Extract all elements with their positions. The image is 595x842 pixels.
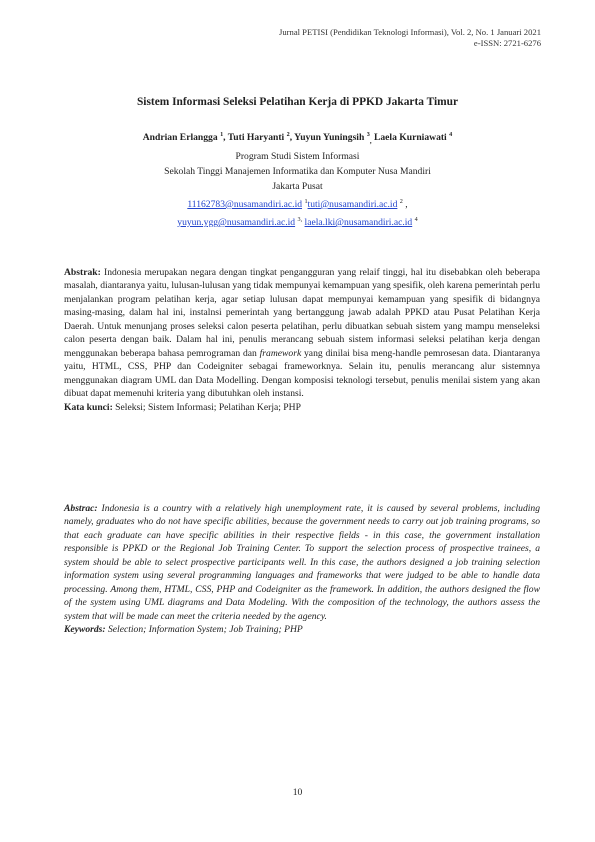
abstract-text: Indonesia merupakan negara dengan tingkat pengangguran yang relaif tinggi, hal itu disebabkan oleh beberapa masalah, diantaranya yaitu, lulusan-lulusan yang tidak mempunyai kemampuan yang spesifik, oleh karena pemerintah perlu menjalankan program pelatihan kerja, agar setiap lulusan dapat mempunyai kemampuan yang spesifik di bidangnya masing-masing, dalam hal ini, instalnsi pemerintah yang bertanggung jawab adalah PPKD atau Pusat Pelatihan Kerja Daerah. Untuk menunjang proses seleksi calon peserta pelatihan, perlu dibuatkan sebuah sistem yang mampu menseleksi calon peserta dengan baik. Dalam hal ini, penulis merancang sebuah sistem informasi seleksi pelatihan kerja dengan menggunakan beberapa bahasa pemrograman dan xyxy=(64,267,540,359)
email-line-1: 11162783@nusamandiri.ac.id $^1$tuti@nusamandiri.ac.id $^2$ , xyxy=(187,197,408,210)
author-name: Yuyun Yuningsih xyxy=(294,132,365,143)
keywords-english xyxy=(64,623,540,636)
abstract-indonesian-body xyxy=(64,266,540,401)
abstract-italic-term: framework xyxy=(259,347,302,359)
email-link[interactable]: yuyun.ygg@nusamandiri.ac.id xyxy=(177,216,296,228)
email-link[interactable]: laela.lki@nusamandiri.ac.id xyxy=(304,216,413,228)
email-mark: 3, xyxy=(297,215,303,223)
author-names: Andrian Erlangga $^1$, Tuti Haryanti $^2$, Yuyun Yuningsih $^3_,$ Laela Kurniawati $^4$ xyxy=(142,131,453,145)
journal-issn: e-ISSN: 2721-6276 xyxy=(473,38,541,48)
keywords-label: Keywords: xyxy=(64,624,106,636)
author-block xyxy=(0,127,595,230)
email-link[interactable]: tuti@nusamandiri.ac.id xyxy=(307,198,398,210)
keywords-text: Seleksi; Sistem Informasi; Pelatihan Kerja; PHP xyxy=(112,401,301,413)
journal-citation: Jurnal PETISI (Pendidikan Teknologi Informasi), Vol. 2, No. 1 Januari 2021 xyxy=(279,27,541,37)
journal-header xyxy=(279,27,541,49)
abstract-label: Abstrac: xyxy=(64,503,98,514)
keywords-indonesian xyxy=(64,401,540,414)
author-name: Tuti Haryanti xyxy=(227,132,285,143)
email-link[interactable]: 11162783@nusamandiri.ac.id xyxy=(187,198,303,210)
email-mark: 4 xyxy=(414,215,418,223)
keywords-label: Kata kunci: xyxy=(64,401,113,413)
abstract-indonesian xyxy=(64,266,540,414)
author-affiliation-mark: 3 xyxy=(366,131,370,138)
abstract-text: Indonesia is a country with a relatively high unemployment rate, it is caused by several problems, including namely, graduates who do not have specific abilities, because the government needs to carry out job training programs, so that each graduate can have specific abilities in their respective fields - in this case, the government installation responsible is PPKD or the Regional Job Training Center. To support the selection process of prospective trainees, a system should be able to select prospective participants well. In this case, the authors designed a job training selection information system using several programming languages and frameworks that were judged to be able to handle data processing. Among them, HTML, CSS, PHP and Codeigniter as the framework. In addition, the authors designed the flow of the system using UML diagrams and Data Modeling. With the composition of the technology, the authors assess the system that will be made can meet the criteria needed by the agency. xyxy=(64,503,540,622)
abstract-text-cont: yang dinilai bisa meng-handle pemrosesan data. Diantaranya yaitu, HTML, CSS, PHP dan Codeigniter sebagai frameworknya. Selain itu, penulis merancang alur sistemnya menggunakan diagram UML dan Data Modelling. Dengan komposisi teknologi tersebut, penulis menilai sistem yang akan dibuat dapat memenuhi kriteria yang dibutuhkan oleh instansi. xyxy=(64,347,541,400)
email-mark: 1 xyxy=(304,197,308,205)
author-name: Laela Kurniawati xyxy=(373,132,447,143)
affiliation-program: Program Studi Sistem Informasi xyxy=(235,150,360,162)
affiliation-institution: Sekolah Tinggi Manajemen Informatika dan Komputer Nusa Mandiri xyxy=(164,165,431,177)
author-name: Andrian Erlangga xyxy=(142,132,218,143)
author-affiliation-mark: 2 xyxy=(286,131,290,138)
page-number: 10 xyxy=(292,787,303,798)
affiliation-city: Jakarta Pusat xyxy=(272,180,323,192)
abstract-english-body xyxy=(64,502,540,623)
keywords-text: Selection; Information System; Job Training; PHP xyxy=(105,624,303,636)
email-mark: 2 xyxy=(399,197,403,205)
author-affiliation-mark: 1 xyxy=(220,131,224,138)
abstract-english xyxy=(64,502,540,637)
author-affiliation-mark: 4 xyxy=(449,131,453,138)
paper-title: Sistem Informasi Seleksi Pelatihan Kerja di PPKD Jakarta Timur xyxy=(136,96,459,108)
email-line-2 xyxy=(0,212,595,230)
abstract-label: Abstrak: xyxy=(64,267,101,278)
